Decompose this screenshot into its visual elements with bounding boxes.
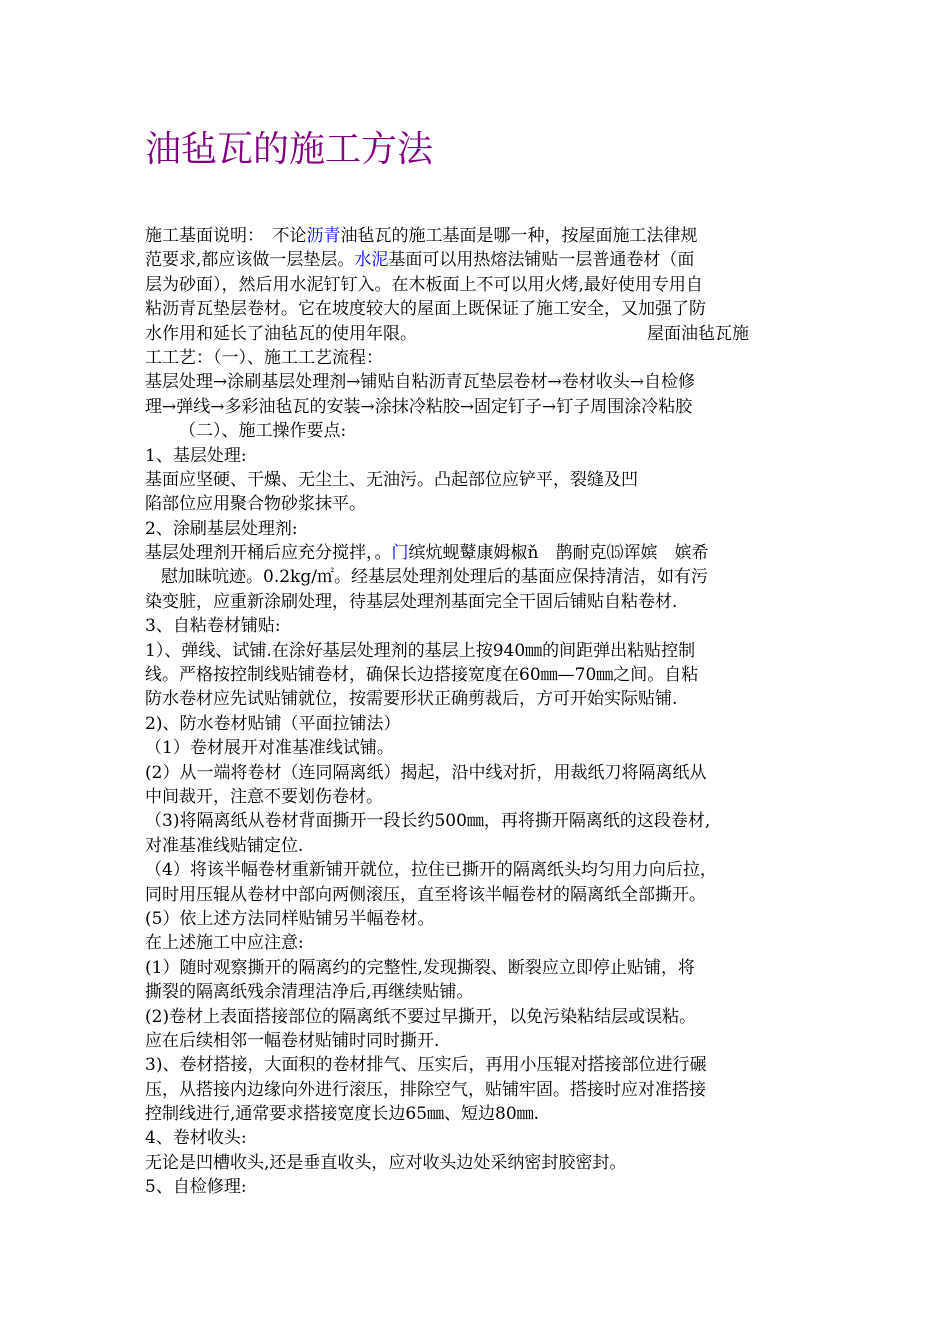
subsection-heading: 在上述施工中应注意: [145, 933, 304, 954]
list-item: (1）随时观察撕开的隔离约的完整性,发现撕裂、断裂应立即停止贴铺，将 [145, 957, 695, 978]
paragraph-line: 线。严格按控制线贴铺卷材，确保长边搭接宽度在60㎜—70㎜之间。自粘 [145, 665, 699, 686]
list-item: 中间裁开，注意不要划伤卷材。 [145, 786, 383, 807]
paragraph-line: 控制线进行,通常要求搭接宽度长边65㎜、短边80㎜. [145, 1104, 540, 1125]
text-run: 缤炕蚬鼙康姆椒ň 鹊耐克⒂诨嫔 嫔希 [408, 543, 709, 564]
list-item: (5）依上述方法同样贴铺另半幅卷材。 [145, 908, 435, 929]
subsection-heading: 2)、防水卷材贴铺（平面拉铺法） [145, 713, 401, 734]
document-body [145, 224, 815, 1200]
text-run: 范要求,都应该做一层垫层。 [145, 250, 355, 271]
section-heading: 2、涂刷基层处理剂: [145, 518, 298, 539]
paragraph-line: 无论是凹槽收头,还是垂直收头，应对收头边处采纳密封胶密封。 [145, 1152, 627, 1173]
list-item: 对准基准线贴铺定位. [145, 835, 304, 856]
paragraph-line: 压，从搭接内边缘向外进行滚压，排除空气，贴铺牢固。搭接时应对准搭接 [145, 1079, 706, 1100]
list-item: (2）从一端将卷材（连同隔离纸）揭起，沿中线对折，用裁纸刀将隔离纸从 [145, 762, 707, 783]
paragraph-line: 层为砂面），然后用水泥钉钉入。在木板面上不可以用火烤,最好使用专用自 [145, 274, 703, 295]
list-item: 同时用压辊从卷材中部向两侧滚压，直至将该半幅卷材的隔离纸全部撕开。 [145, 884, 706, 905]
door-link[interactable]: 门 [391, 543, 409, 564]
list-item: （3)将隔离纸从卷材背面撕开一段长约500㎜，再将撕开隔离纸的这段卷材, [145, 811, 711, 832]
section-heading: 5、自检修理: [145, 1177, 247, 1198]
text-run: 油毡瓦的施工基面是哪一种，按屋面施工法律规 [340, 226, 698, 246]
paragraph-line: 粘沥青瓦垫层卷材。它在坡度较大的屋面上既保证了施工安全，又加强了防 [145, 299, 706, 320]
paragraph-line: 防水卷材应先试贴铺就位，按需要形状正确剪裁后，方可开始实际贴铺. [145, 689, 678, 710]
paragraph-line: 1）、弹线、试铺.在涂好基层处理剂的基层上按940㎜的间距弹出粘贴控制 [145, 640, 696, 661]
text-run: 基面可以用热熔法铺贴一层普通卷材（面 [388, 250, 695, 271]
paragraph-line: 基面应坚硬、干燥、无尘土、无油污。凸起部位应铲平，裂缝及凹 [145, 469, 638, 490]
paragraph-line: 3)、卷材搭接，大面积的卷材排气、压实后，再用小压辊对搭接部位进行碾 [145, 1055, 707, 1076]
section-heading: 4、卷材收头: [145, 1128, 247, 1149]
process-flow-line: 基层处理→涂刷基层处理剂→铺贴自粘沥青瓦垫层卷材→卷材收头→自检修 [145, 372, 695, 393]
paragraph-line [145, 541, 815, 565]
section-heading: 3、自粘卷材铺贴: [145, 616, 281, 637]
paragraph-line [145, 224, 815, 248]
cement-link[interactable]: 水泥 [354, 250, 389, 271]
asphalt-link[interactable]: 沥青 [306, 226, 341, 246]
text-run: 水作用和延长了油毡瓦的使用年限。 [145, 323, 417, 344]
paragraph-line: 染变脏，应重新涂刷处理，待基层处理剂基面完全干固后铺贴自粘卷材. [145, 591, 678, 612]
paragraph-line: 陷部位应用聚合物砂浆抹平。 [145, 494, 366, 515]
list-item: 撕裂的隔离纸残余清理洁净后,再继续贴铺。 [145, 982, 474, 1003]
section-heading: （二）、施工操作要点: [179, 421, 347, 442]
paragraph-line [145, 248, 815, 272]
list-item: （4）将该半幅卷材重新铺开就位，拉住已撕开的隔离纸头均匀用力向后拉， [145, 860, 717, 881]
section-heading: 1、基层处理: [145, 445, 247, 466]
paragraph-line: 工工艺：（一）、施工工艺流程： [145, 347, 383, 368]
text-run: 基层处理剂开桶后应充分搅拌，。 [145, 543, 392, 564]
list-item: 应在后续相邻一幅卷材贴铺时同时撕开. [145, 1030, 440, 1051]
text-run: 屋面油毡瓦施 [647, 323, 749, 344]
page-title: 油毡瓦的施工方法 [145, 129, 434, 170]
text-run: 施工基面说明： 不论 [145, 226, 307, 246]
list-item: （1）卷材展开对准基准线试铺。 [145, 738, 394, 759]
process-flow-line: 理→弹线→多彩油毡瓦的安装→涂抹冷粘胶→固定钉子→钉子周围涂冷粘胶 [145, 396, 693, 417]
paragraph-line: 慰加昧吭迹。0.2kg/㎡。经基层处理剂处理后的基面应保持清洁，如有污 [161, 567, 708, 588]
list-item: (2)卷材上表面搭接部位的隔离纸不要过早撕开，以免污染粘结层或误粘。 [145, 1006, 697, 1027]
paragraph-line [145, 322, 815, 346]
